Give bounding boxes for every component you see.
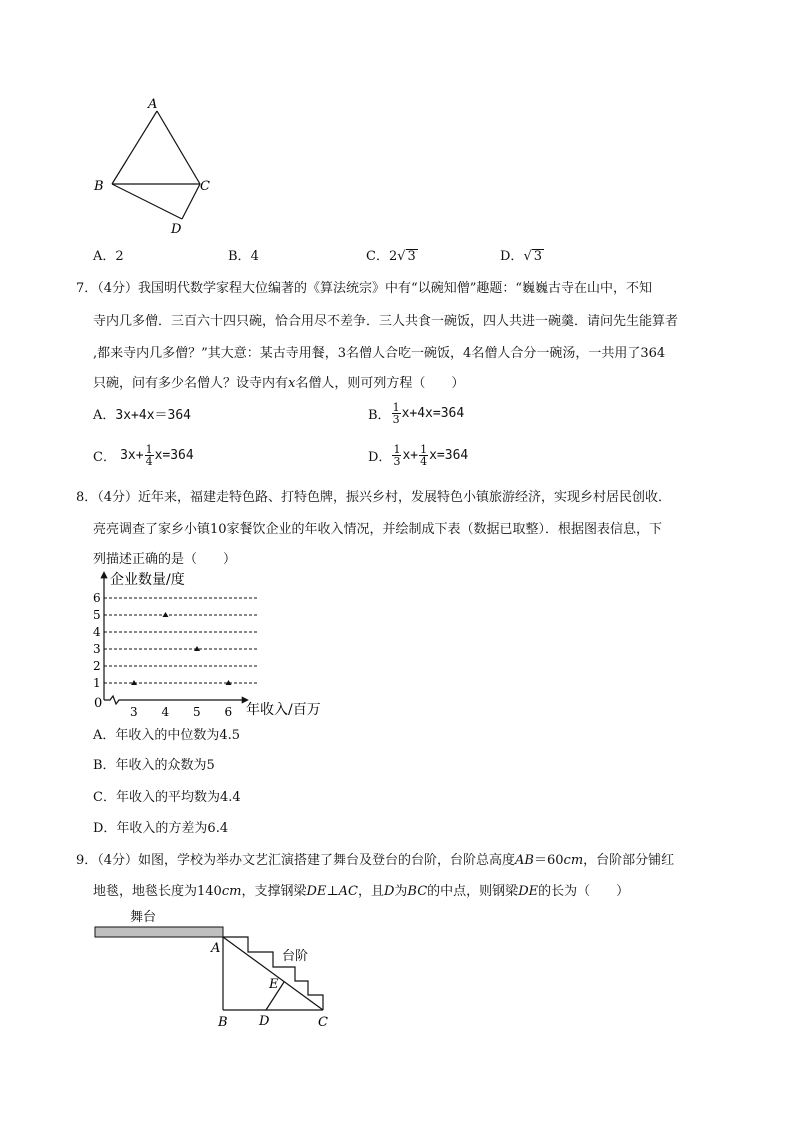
stage-platform — [95, 927, 223, 937]
q7-line-1: 7．（4分）我国明代数学家程大位编著的《算法统宗》中有“以碗知僧”趣题：“巍巍古寺在山中，不知 — [76, 281, 652, 296]
y-tick-label: 2 — [93, 659, 101, 673]
q9-unit-cm: cm — [221, 884, 242, 899]
x-tick-label: 4 — [161, 705, 170, 719]
q6-option-c[interactable]: C．2√ 3 — [366, 249, 416, 264]
q8-option-c[interactable]: C．年收入的平均数为4.4 — [93, 790, 241, 805]
q9-text: ，台阶部分铺红 — [583, 853, 675, 868]
origin-label: 0 — [94, 696, 103, 711]
option-radicand: 3 — [533, 249, 543, 264]
q7-line-4-start: 只碗，问有多少名僧人？设寺内有 — [93, 376, 289, 391]
option-label: C． — [366, 249, 389, 264]
q7-line-2: 寺内几多僧．三百六十四只碗，恰合用尽不差争．三人共食一碗饭，四人共进一碗羹．请问先生能算者 — [93, 314, 679, 329]
point-label-b: B — [218, 1015, 228, 1030]
option-label: B． — [368, 408, 391, 423]
option-radicand: 3 — [407, 249, 416, 264]
q9-segment-ac: AC — [338, 884, 358, 899]
option-expression-tail: x=364 — [429, 448, 469, 463]
option-label: B． — [228, 249, 251, 264]
data-point — [226, 680, 232, 685]
q7-line-4 — [93, 375, 464, 392]
option-expression: x+4x=364 — [401, 406, 465, 421]
point-label-a: A — [211, 941, 221, 956]
option-expression-mid: x+ — [402, 448, 419, 463]
option-label: D． — [500, 249, 524, 264]
q9-text: 地毯，地毯长度为140 — [93, 884, 222, 899]
q9-segment-de: DE — [306, 884, 327, 899]
y-tick-label: 4 — [93, 625, 101, 639]
steps-label: 台阶 — [282, 949, 309, 964]
q7-option-d[interactable] — [368, 444, 468, 467]
fraction-one-quarter: $\frac{1}{4}$ — [145, 443, 153, 468]
q7-option-c[interactable] — [93, 444, 194, 467]
vertex-label-c: C — [200, 179, 210, 194]
q6-option-a[interactable] — [93, 248, 124, 265]
option-expression-tail: x=364 — [154, 448, 194, 463]
q8-line-1: 8．（4分）近年来，福建走特色路、打特色牌，振兴乡村，发展特色小镇旅游经济，实现乡村居民创收． — [76, 490, 672, 505]
option-label: A． — [93, 249, 116, 264]
y-axis-label: 企业数量/度 — [110, 572, 185, 588]
fraction-one-quarter: $\frac{1}{4}$ — [420, 443, 428, 468]
y-tick-label: 1 — [93, 676, 101, 690]
q7-variable-x: x — [288, 376, 296, 391]
q9-segment-bc: BC — [407, 884, 428, 899]
q9-point-d: D — [383, 884, 395, 899]
point-label-c: C — [318, 1015, 328, 1030]
q9-text: ，且 — [357, 884, 384, 899]
chart-q8 — [86, 568, 336, 720]
x-tick-label: 5 — [193, 705, 201, 719]
vertex-label-a: A — [148, 97, 158, 112]
data-point — [131, 680, 137, 685]
q9-unit-cm: cm — [563, 853, 584, 868]
q9-segment-de: DE — [518, 884, 539, 899]
point-label-d: D — [259, 1014, 270, 1029]
y-tick-label: 3 — [93, 642, 101, 656]
q8-option-d[interactable]: D．年收入的方差为6.4 — [93, 821, 229, 836]
x-axis-label: 年收入/百万 — [246, 702, 321, 718]
point-label-e: E — [269, 977, 279, 992]
y-tick-label: 6 — [93, 591, 101, 605]
option-expression-head: 3x+ — [120, 448, 144, 463]
option-text: 4 — [250, 249, 259, 264]
y-tick-label: 5 — [93, 608, 101, 622]
triangle-figure-q6 — [85, 92, 225, 240]
x-tick-label: 3 — [130, 705, 138, 719]
q9-line-1 — [76, 852, 674, 869]
q9-text: 9．（4分）如图，学校为举办文艺汇演搭建了舞台及登台的台阶，台阶总高度 — [76, 853, 516, 868]
option-text: 2 — [115, 249, 124, 264]
data-point — [163, 612, 169, 617]
fraction-one-third: $\frac{1}{3}$ — [393, 443, 401, 468]
q9-segment-ab: AB — [515, 853, 534, 868]
q9-text: 为 — [394, 884, 408, 899]
q8-line-3: 列描述正确的是（ ） — [93, 552, 237, 567]
q8-option-b[interactable]: B．年收入的众数为5 — [93, 758, 215, 773]
q8-option-a[interactable]: A．年收入的中位数为4.5 — [93, 728, 241, 743]
q8-line-2: 亮亮调查了家乡小镇10家餐饮企业的年收入情况，并绘制成下表（数据已取整）．根据图表信息，下 — [93, 522, 663, 537]
stage-label: 舞台 — [130, 910, 157, 925]
option-label: A． — [93, 408, 116, 423]
q7-line-4-end: 名僧人，则可列方程（ ） — [295, 376, 465, 391]
x-tick-label: 6 — [224, 705, 233, 719]
option-coef: 2 — [388, 249, 398, 264]
q6-option-b[interactable] — [228, 248, 259, 265]
x-axis — [104, 696, 246, 704]
q7-line-3: ,都来寺内几多僧？”其大意：某古寺用餐，3名僧人合吃一碗饭，4名僧人合分一碗汤，一共用了364 — [93, 346, 666, 361]
q9-text: 的长为（ ） — [538, 884, 630, 899]
q6-option-d[interactable]: D．√ 3 — [500, 249, 543, 264]
q9-text: ＝60 — [534, 853, 564, 868]
q9-text: ，支撑钢梁 — [241, 884, 307, 899]
q7-option-b[interactable] — [368, 402, 464, 425]
q7-option-a[interactable] — [93, 407, 191, 424]
q9-line-2 — [93, 883, 629, 900]
q9-perp-symbol: ⊥ — [326, 884, 339, 899]
option-label: C． — [93, 450, 116, 465]
option-expression: 3x+4x＝364 — [115, 408, 192, 423]
data-point — [194, 646, 200, 651]
q9-text: 的中点，则钢梁 — [427, 884, 519, 899]
vertex-label-d: D — [171, 222, 182, 237]
fraction-one-third: $\frac{1}{3}$ — [392, 401, 400, 426]
stage-steps-figure-q9 — [90, 906, 340, 1031]
vertex-label-b: B — [94, 179, 104, 194]
option-label: D． — [368, 450, 392, 465]
